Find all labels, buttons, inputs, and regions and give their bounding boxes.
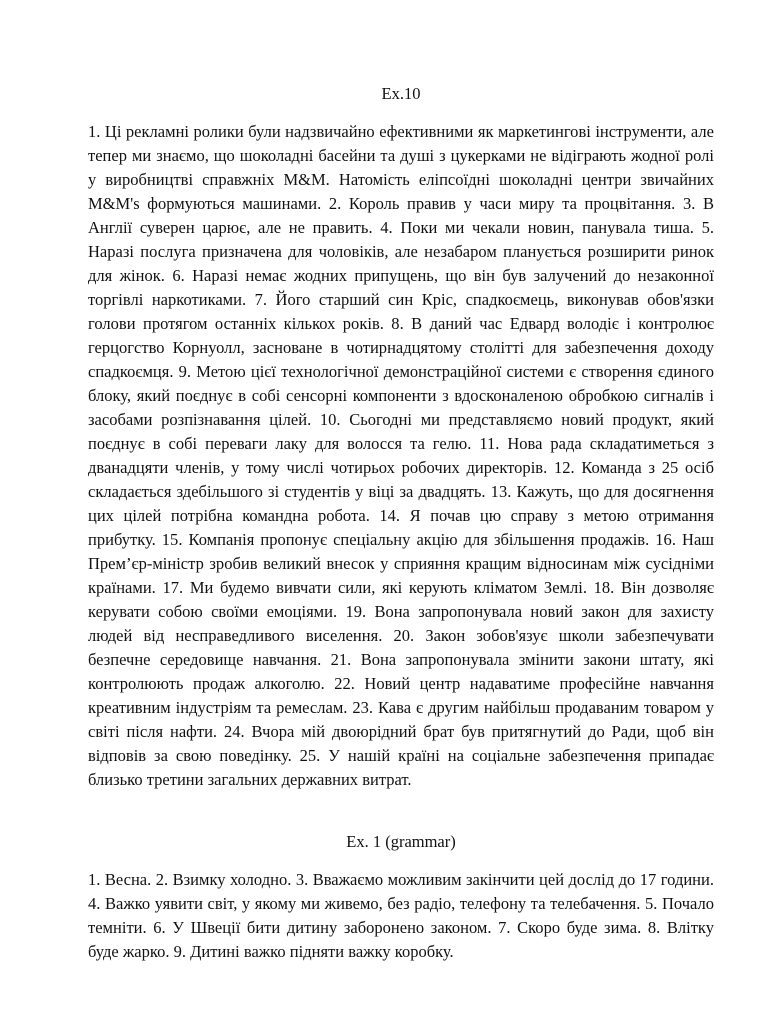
exercise-1-grammar-title: Ex. 1 (grammar): [346, 832, 456, 851]
exercise-10-title: Ex.10: [381, 84, 421, 103]
exercise-1-grammar-text: 1. Весна. 2. Взимку холодно. 3. Вважаємо можливим закінчити цей дослід до 17 години. 4. Важко уявити світ, у якому ми живемо, без радіо, телефону та телебачення. 5. Почало темніти. 6. У Швеції бити дитину заборонено законом. 7. Скоро буде зима. 8. Влітку буде жарко. 9. Дитині важко підняти важку коробку.: [88, 870, 714, 961]
document-page: [88, 82, 714, 964]
exercise-10-text: 1. Ці рекламні ролики були надзвичайно ефективними як маркетингові інструменти, але тепер ми знаємо, що шоколадні басейни та душі з цукерками не відіграють жодної ролі у виробництві справжніх M&M. Натомість еліпсоїдні шоколадні центри звичайних M&M's формуються машинами. 2. Король правив у часи миру та процвітання. 3. В Англії суверен царює, але не править. 4. Поки ми чекали новин, панувала тиша. 5. Наразі послуга призначена для чоловіків, але незабаром планується розширити ринок для жінок. 6. Наразі немає жодних припущень, що він був залучений до незаконної торгівлі наркотиками. 7. Його старший син Кріс, спадкоємець, виконував обов'язки голови протягом останніх кількох років. 8. В даний час Едвард володіє і контролює герцогство Корнуолл, засноване в чотирнадцятому столітті для забезпечення доходу спадкоємця. 9. Метою цієї технологічної демонстраційної системи є створення єдиного блоку, який поєднує в собі сенсорні компоненти з вдосконаленою обробкою сигналів і засобами розпізнавання цілей. 10. Сьогодні ми представляємо новий продукт, який поєднує в собі переваги лаку для волосся та гелю. 11. Нова рада складатиметься з дванадцяти членів, у тому числі чотирьох робочих директорів. 12. Команда з 25 осіб складається здебільшого зі студентів у віці за двадцять. 13. Кажуть, що для досягнення цих цілей потрібна командна робота. 14. Я почав цю справу з метою отримання прибутку. 15. Компанія пропонує спеціальну акцію для збільшення продажів. 16. Наш Прем’єр-міністр зробив великий внесок у сприяння кращим відносинам між сусідніми країнами. 17. Ми будемо вивчати сили, які керують кліматом Землі. 18. Він дозволяє керувати собою своїми емоціями. 19. Вона запропонувала новий закон для захисту людей від несправедливого виселення. 20. Закон зобов'язує школи забезпечувати безпечне середовище навчання. 21. Вона запропонувала змінити закони штату, які контролюють продаж алкоголю. 22. Новий центр надаватиме професійне навчання креативним індустріям та ремеслам. 23. Кава є другим найбільш продаваним товаром у світі після нафти. 24. Вчора мій двоюрідний брат був притягнутий до Ради, щоб він відповів за свою поведінку. 25. У нашій країні на соціальне забезпечення припадає близько третини загальних державних витрат.: [88, 122, 714, 789]
